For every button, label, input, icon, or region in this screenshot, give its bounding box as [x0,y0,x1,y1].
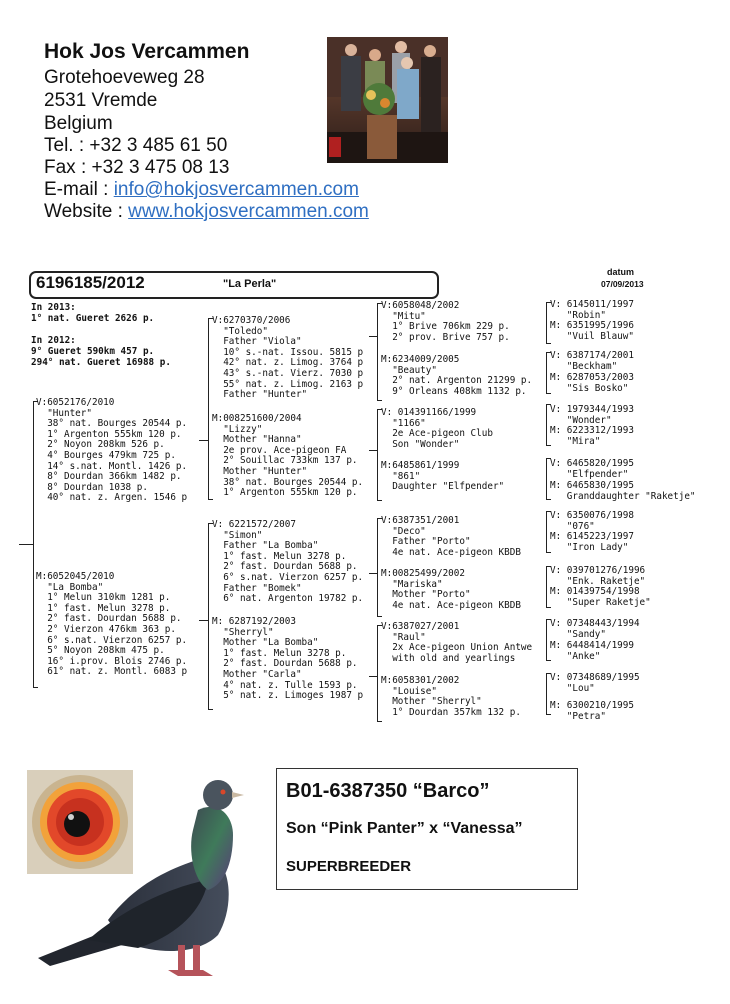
g4-entry-11: V: 039701276/1996 "Enk. Raketje" [550,565,646,587]
ring-number: 6196185/2012 [36,273,145,292]
mother-entry: M:6052045/2010 "La Bomba" 1° Melun 310km 1281 p. 1° fast. Melun 3278 p. 2° fast. Dourdan 5688 p. 2° Vierzon 476km 363 p. 6° s.nat. Vierzon 6257 p. 5° Noyon 208km 475 p. 16° i.prov. Blois 2746 p. 61° nat. z. Montl. 6083 p [36,571,188,678]
mff-entry: V:6387351/2001 "Deco" Father "Porto" 4e nat. Ace-pigeon KBDB [381,515,521,558]
g4-entry-9: V: 6350076/1998 "076" [550,510,634,532]
pigeon-photo [28,770,274,996]
results-2013-title: In 2013: [31,302,76,313]
city-address: 2531 Vremde [44,90,158,111]
fmm-entry: M:6485861/1999 "861" Daughter "Elfpender" [381,460,505,493]
g4-entry-12: M: 01439754/1998 "Super Raketje" [550,586,651,608]
g4-entry-1: V: 6145011/1997 "Robin" [550,299,634,321]
street-address: Grotehoeveweg 28 [44,67,205,88]
pigeon-name: "La Perla" [223,278,277,290]
email-label: E-mail : [44,179,114,200]
email-line [44,179,359,201]
g4-entry-3: V: 6387174/2001 "Beckham" [550,350,634,372]
mm-entry: M: 6287192/2003 "Sherryl" Mother "La Bomba" 1° fast. Melun 3278 p. 2° fast. Dourdan 5688 p. Mother "Carla" 4° nat. z. Tulle 1593 p. 5° nat. z. Limoges 1987 p [212,616,364,702]
g4-entry-2: M: 6351995/1996 "Vuil Blauw" [550,320,634,342]
telephone: Tel. : +32 3 485 61 50 [44,135,228,156]
barco-title: B01-6387350 “Barco” [286,780,490,802]
g4-entry-15: V: 07348689/1995 "Lou" [550,672,640,694]
g4-entry-16: M: 6300210/1995 "Petra" [550,700,634,722]
mfm-entry: M:00825499/2002 "Mariska" Mother "Porto" 4e nat. Ace-pigeon KBDB [381,568,521,611]
g4-entry-10: M: 6145223/1997 "Iron Lady" [550,531,634,553]
g4-entry-14: M: 6448414/1999 "Anke" [550,640,634,662]
country: Belgium [44,113,113,134]
root-connector [19,544,33,545]
website-label: Website : [44,201,129,222]
g4-entry-7: V: 6465820/1995 "Elfpender" [550,458,634,480]
barco-parents: Son “Pink Panter” x “Vanessa” [286,820,523,837]
ffm-entry: M:6234009/2005 "Beauty" 2° nat. Argenton 21299 p. 9° Orleans 408km 1132 p. [381,354,533,397]
ff-entry: V:6270370/2006 "Toledo" Father "Viola" 10° s.-nat. Issou. 5815 p 42° nat. z. Limog. 3764 p 43° s.-nat. Vierz. 7030 p 55° nat. z. Limog. 2163 p Father "Hunter" [212,315,364,401]
fff-entry: V:6058048/2002 "Mitu" 1° Brive 706km 229 p. 2° prov. Brive 757 p. [381,300,510,343]
loft-name: Hok Jos Vercammen [44,40,250,63]
datum-value: 07/09/2013 [601,279,644,289]
fmf-entry: V: 014391166/1999 "1166" 2e Ace-pigeon Club Son "Wonder" [381,407,493,450]
barco-label: SUPERBREEDER [286,858,412,875]
results-2012: 9° Gueret 590km 457 p. 294° nat. Gueret 16988 p. [31,346,171,368]
team-photo [327,37,448,163]
g4-entry-6: M: 6223312/1993 "Mira" [550,425,634,447]
results-2012-title: In 2012: [31,335,76,346]
fax: Fax : +32 3 475 08 13 [44,157,230,178]
email-link[interactable]: info@hokjosvercammen.com [113,179,359,200]
mmm-entry: M:6058301/2002 "Louise" Mother "Sherryl" 1° Dourdan 357km 132 p. [381,675,521,718]
g4-entry-8: M: 6465830/1995 Granddaughter "Raketje" [550,480,696,502]
mf-entry: V: 6221572/2007 "Simon" Father "La Bomba" 1° fast. Melun 3278 p. 2° fast. Dourdan 5688 p. 6° s.nat. Vierzon 6257 p. Father "Bomek" 6° nat. Argenton 19782 p. [212,519,364,605]
website-link[interactable]: www.hokjosvercammen.com [128,201,369,222]
fm-entry: M:008251600/2004 "Lizzy" Mother "Hanna" 2e prov. Ace-pigeon FA 2° Souillac 733km 137 p. Mother "Hunter" 38° nat. Bourges 20544 p. 1° Argenton 555km 120 p. [212,413,364,499]
g4-entry-5: V: 1979344/1993 "Wonder" [550,404,634,426]
mmf-entry: V:6387027/2001 "Raul" 2x Ace-pigeon Union Antwe with old and yearlings [381,621,533,664]
g4-entry-13: V: 07348443/1994 "Sandy" [550,618,640,640]
g4-entry-4: M: 6287053/2003 "Sis Bosko" [550,372,634,394]
datum-label: datum [607,267,634,277]
results-2013: 1° nat. Gueret 2626 p. [31,313,155,324]
website-line [44,201,369,223]
father-entry: V:6052176/2010 "Hunter" 38° nat. Bourges 20544 p. 1° Argenton 555km 120 p. 2° Noyon 208km 526 p. 4° Bourges 479km 725 p. 14° s.nat. Montl. 1426 p. 8° Dourdan 366km 1482 p. 8° Dourdan 1038 p. 40° nat. z. Argen. 1546 p [36,397,188,504]
